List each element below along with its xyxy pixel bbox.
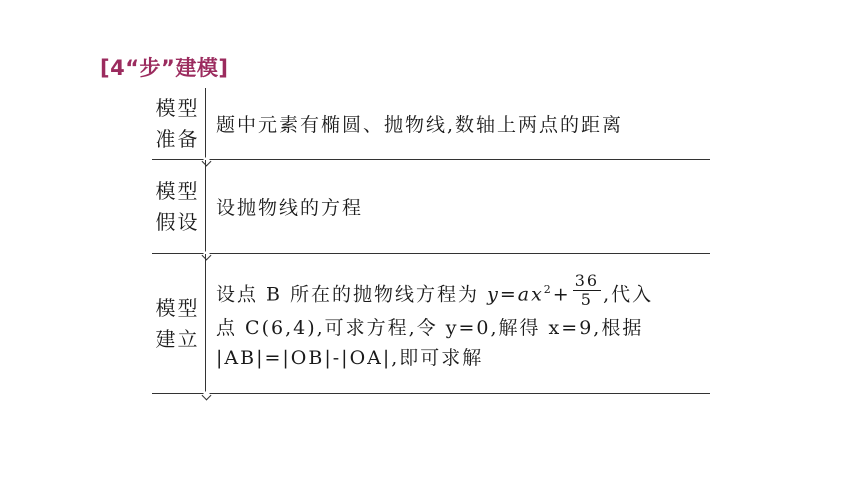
fraction-numerator: 36 — [574, 271, 600, 291]
step-content — [206, 88, 710, 160]
step-content-line3: |AB|=|OB|-|OA|,即可求解 — [216, 347, 484, 370]
step-label-line2: 假设 — [155, 210, 200, 234]
step-label — [150, 254, 206, 394]
step-model-preparation — [150, 88, 710, 160]
equation-text: y=ax — [487, 282, 544, 305]
step-content-line2: 点 C(6,4),可求方程,令 y=0,解得 x=9,根据 — [216, 317, 644, 340]
step-model-construction — [150, 254, 710, 394]
step-label-line1: 模型 — [155, 179, 200, 203]
step-content-text: 题中元素有椭圆、抛物线,数轴上两点的距离 — [216, 114, 624, 136]
step-label — [150, 88, 206, 160]
step-label-line2: 建立 — [155, 327, 200, 351]
step-label — [150, 160, 206, 254]
line1-suffix: ,代入 — [603, 282, 654, 305]
modeling-steps-table — [150, 88, 710, 394]
step-model-hypothesis — [150, 160, 710, 254]
plus-sign: + — [552, 282, 571, 305]
line1-prefix: 设点 B 所在的抛物线方程为 — [216, 282, 488, 305]
step-label-line2: 准备 — [155, 127, 200, 151]
fraction-denominator: 5 — [580, 290, 593, 310]
step-divider — [152, 393, 710, 394]
exponent: 2 — [543, 282, 553, 296]
step-content-text: 设抛物线的方程 — [216, 197, 364, 219]
step-content — [206, 160, 710, 254]
step-label-line1: 模型 — [155, 96, 200, 120]
step-label-line1: 模型 — [155, 296, 200, 320]
step-content-line1 — [216, 271, 710, 314]
section-heading: [4“步”建模] — [100, 56, 229, 80]
step-content — [206, 254, 710, 394]
fraction — [573, 272, 601, 309]
